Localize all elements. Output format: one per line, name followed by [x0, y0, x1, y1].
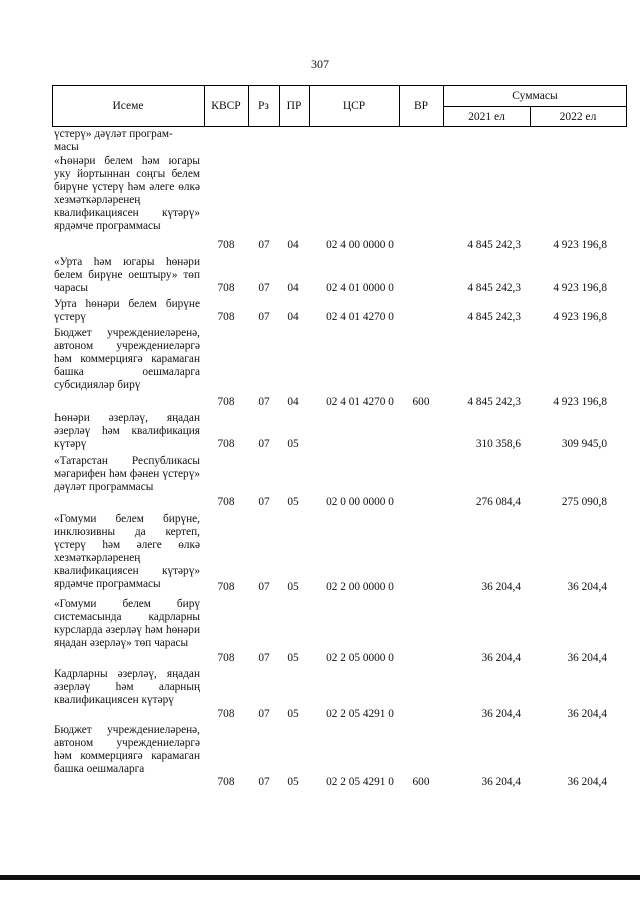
row-2-sum-2022: 4 923 196,8 [553, 282, 607, 294]
row-7-csr: 02 2 00 0000 0 [326, 581, 394, 593]
row-6-kvsr: 708 [217, 496, 235, 508]
row-5-sum-2022: 309 945,0 [561, 438, 607, 450]
row-10-rz: 07 [258, 776, 270, 788]
page-number: 307 [311, 57, 329, 71]
row-3-kvsr: 708 [217, 311, 235, 323]
row-8-rz: 07 [258, 652, 270, 664]
row-4-desc: Бюджет учреждениеләренә, автоном учреждениеләргә һәм коммерциягә карамаган башка оешмаларга субсидияләр бирү [54, 327, 200, 391]
row-10-csr: 02 2 05 4291 0 [326, 776, 394, 788]
row-8-csr: 02 2 05 0000 0 [326, 652, 394, 664]
row-5-kvsr: 708 [217, 438, 235, 450]
row-6-rz: 07 [258, 496, 270, 508]
row-6-pr: 05 [287, 496, 299, 508]
leading-text: үстерү» дәүләт програм- масы [54, 128, 173, 153]
row-1-rz: 07 [258, 239, 270, 251]
row-1-pr: 04 [287, 239, 299, 251]
row-5-desc: Һөнәри әзерләү, яңадан әзерләү һәм квалификация күтәрү [54, 412, 200, 450]
row-5-pr: 05 [287, 438, 299, 450]
header-sums: Суммасы [512, 89, 558, 102]
row-2-pr: 04 [287, 282, 299, 294]
row-1-kvsr: 708 [217, 239, 235, 251]
row-3-sum-2022: 4 923 196,8 [553, 311, 607, 323]
row-2-desc: «Урта һәм югары һөнәри белем бирүне оештыру» төп чарасы [54, 256, 200, 294]
row-4-pr: 04 [287, 396, 299, 408]
row-4-csr: 02 4 01 4270 0 [326, 396, 394, 408]
row-7-kvsr: 708 [217, 581, 235, 593]
row-10-desc: Бюджет учреждениеләренә, автоном учреждениеләргә һәм коммерциягә карамаган башка оешмаларга [54, 724, 200, 775]
row-10-kvsr: 708 [217, 776, 235, 788]
row-3-desc: Урта һөнәри белем бирүне үстерү [54, 298, 200, 323]
scan-bottom-edge [0, 875, 640, 880]
header-year-2021: 2021 ел [468, 110, 505, 123]
row-9-desc: Кадрларны әзерләү, яңадан әзерләү һәм аларның квалификациясен күтәрү [54, 668, 200, 706]
row-8-sum-2022: 36 204,4 [567, 652, 607, 664]
row-7-sum-2022: 36 204,4 [567, 581, 607, 593]
row-7-desc: «Гомуми белем бирүне, инклюзивны да кертеп, үстерү һәм әлеге өлкә хезмәткәрләренең квалификациясен күтәрү» ярдәмче программасы [54, 513, 200, 590]
row-10-vr: 600 [412, 776, 430, 788]
row-4-sum-2021: 4 845 242,3 [467, 396, 521, 408]
row-3-pr: 04 [287, 311, 299, 323]
row-4-vr: 600 [412, 396, 430, 408]
header-pr: ПР [286, 100, 302, 112]
row-9-csr: 02 2 05 4291 0 [326, 708, 394, 720]
row-9-rz: 07 [258, 708, 270, 720]
row-9-sum-2022: 36 204,4 [567, 708, 607, 720]
header-rz: Рз [258, 100, 269, 112]
row-6-desc: «Татарстан Республикасы мәгарифен һәм фәнен үстерү» дәүләт программасы [54, 455, 200, 493]
table-header [52, 85, 627, 127]
row-1-desc: «Һөнәри белем һәм югары уку йортыннан соңгы белем бирүне үстерү һәм әлеге өлкә хезмәткәрләренең квалификациясен күтәрү» ярдәмче программасы [54, 155, 200, 232]
row-8-desc: «Гомуми белем бирү системасында кадрларны курсларда әзерләү һәм һөнәри яңадан әзерләү» төп чарасы [54, 598, 200, 649]
row-10-sum-2021: 36 204,4 [481, 776, 521, 788]
header-name: Исеме [112, 100, 144, 112]
row-1-sum-2021: 4 845 242,3 [467, 239, 521, 251]
row-1-sum-2022: 4 923 196,8 [553, 239, 607, 251]
row-7-sum-2021: 36 204,4 [481, 581, 521, 593]
row-9-kvsr: 708 [217, 708, 235, 720]
header-kvsr: КВСР [211, 100, 241, 112]
row-8-sum-2021: 36 204,4 [481, 652, 521, 664]
row-4-rz: 07 [258, 396, 270, 408]
row-2-sum-2021: 4 845 242,3 [467, 282, 521, 294]
row-7-rz: 07 [258, 581, 270, 593]
row-8-kvsr: 708 [217, 652, 235, 664]
row-6-sum-2022: 275 090,8 [561, 496, 607, 508]
row-9-pr: 05 [287, 708, 299, 720]
row-3-csr: 02 4 01 4270 0 [326, 311, 394, 323]
row-2-rz: 07 [258, 282, 270, 294]
header-year-2022: 2022 ел [559, 110, 597, 123]
row-4-sum-2022: 4 923 196,8 [553, 396, 607, 408]
row-3-rz: 07 [258, 311, 270, 323]
row-8-pr: 05 [287, 652, 299, 664]
header-csr: ЦСР [342, 100, 366, 112]
row-2-csr: 02 4 01 0000 0 [326, 282, 394, 294]
row-4-kvsr: 708 [217, 396, 235, 408]
row-10-pr: 05 [287, 776, 299, 788]
row-1-csr: 02 4 00 0000 0 [326, 239, 394, 251]
row-3-sum-2021: 4 845 242,3 [467, 311, 521, 323]
row-10-sum-2022: 36 204,4 [567, 776, 607, 788]
row-9-sum-2021: 36 204,4 [481, 708, 521, 720]
row-5-sum-2021: 310 358,6 [475, 438, 521, 450]
row-2-kvsr: 708 [217, 282, 235, 294]
row-7-pr: 05 [287, 581, 299, 593]
row-5-rz: 07 [258, 438, 270, 450]
header-vr: ВР [413, 100, 429, 112]
row-6-csr: 02 0 00 0000 0 [326, 496, 394, 508]
row-6-sum-2021: 276 084,4 [475, 496, 521, 508]
